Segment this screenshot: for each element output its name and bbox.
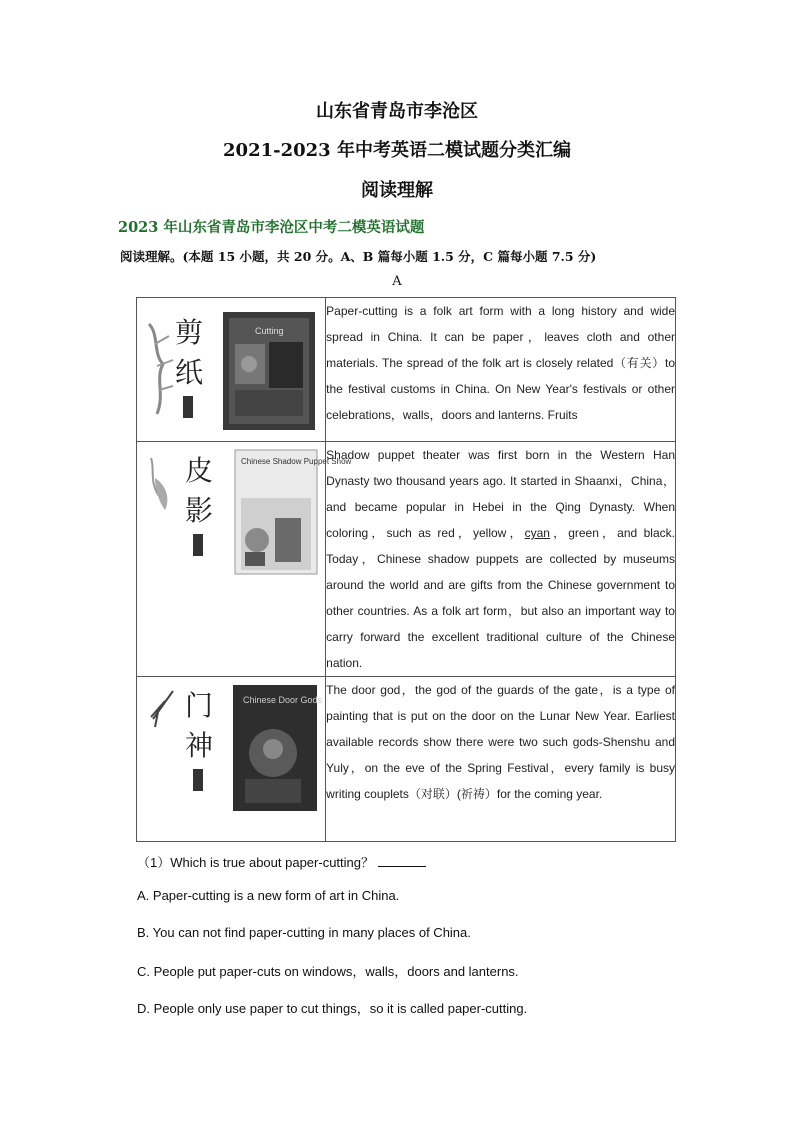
- char-1: 皮: [185, 454, 214, 487]
- book-title: Cutting: [255, 326, 284, 336]
- exam-title: 2023 年山东省青岛市李沧区中考二模英语试题: [118, 219, 425, 236]
- question-text: （1）Which is true about paper-cutting？: [137, 855, 374, 870]
- reading-table: [136, 297, 676, 842]
- shadow-text-part2: ，green，and black. Today，Chinese shadow puppets are collected by museums around the world and are gifts from the Chinese government to other countries. As a folk art form，but also an important way to carry forward the excellent traditional culture of the Chinese nation.: [326, 526, 675, 670]
- table-row: [137, 298, 676, 442]
- doc-title-section: 阅读理解: [361, 180, 433, 201]
- shadow-puppet-image: [137, 442, 352, 677]
- char-2: 纸: [175, 356, 204, 389]
- book-title: Chinese Shadow Puppet Show: [241, 457, 352, 466]
- instruction-text: 阅读理解。(本题 15 小题，共 20 分。A、B 篇每小题 1.5 分，C 篇每小题 7.5 分): [120, 249, 597, 264]
- shadow-puppet-illustration: [145, 448, 352, 578]
- shadow-puppet-text: [326, 442, 676, 677]
- table-row: [137, 442, 676, 677]
- option-d[interactable]: D. People only use paper to cut things，so it is called paper-cutting.: [137, 1001, 528, 1016]
- table-row: [137, 677, 676, 842]
- answer-blank[interactable]: [378, 854, 426, 867]
- part-label: A: [392, 274, 402, 289]
- doc-title-collection: 2021-2023 年中考英语二模试题分类汇编: [223, 140, 571, 161]
- paper-cutting-image: [137, 298, 326, 442]
- char-1: 门: [185, 689, 214, 722]
- question-1: [137, 852, 426, 871]
- option-c[interactable]: C. People put paper-cuts on windows，walls，doors and lanterns.: [137, 964, 519, 979]
- doc-title-region: 山东省青岛市李沧区: [316, 101, 478, 122]
- char-2: 影: [185, 494, 214, 527]
- underlined-word-cyan: cyan: [524, 526, 550, 540]
- book-title: Chinese Door Gods: [243, 695, 323, 705]
- paper-cutting-text: Paper-cutting is a folk art form with a long history and wide spread in China. It can be paper，leaves cloth and other materials. The spread of the folk art is closely related（有关）to the festival customs in China. On New Year's festivals or other celebrations，walls，doors and lanterns. Fruits: [326, 298, 676, 442]
- char-2: 神: [185, 729, 214, 762]
- option-b[interactable]: B. You can not find paper-cutting in many places of China.: [137, 925, 471, 940]
- door-god-illustration: [145, 683, 323, 818]
- paper-cutting-illustration: [145, 304, 320, 439]
- door-god-text: The door god，the god of the guards of the gate，is a type of painting that is put on the door on the Lunar New Year. Earliest available records show there were two such gods-Shenshu and Yuly，on the eve of the Spring Festival，every family is busy writing couplets（对联）(祈祷）for the coming year.: [326, 677, 676, 842]
- option-a[interactable]: A. Paper-cutting is a new form of art in China.: [137, 888, 400, 903]
- door-god-image: [137, 677, 326, 842]
- shadow-text-part1: Shadow puppet theater was first born in the Western Han Dynasty two thousand years ago. It started in Shaanxi，China，and became popular in Hebei in the Qing Dynasty. When coloring，such as red，yellow，: [326, 448, 675, 540]
- char-1: 剪: [175, 316, 204, 349]
